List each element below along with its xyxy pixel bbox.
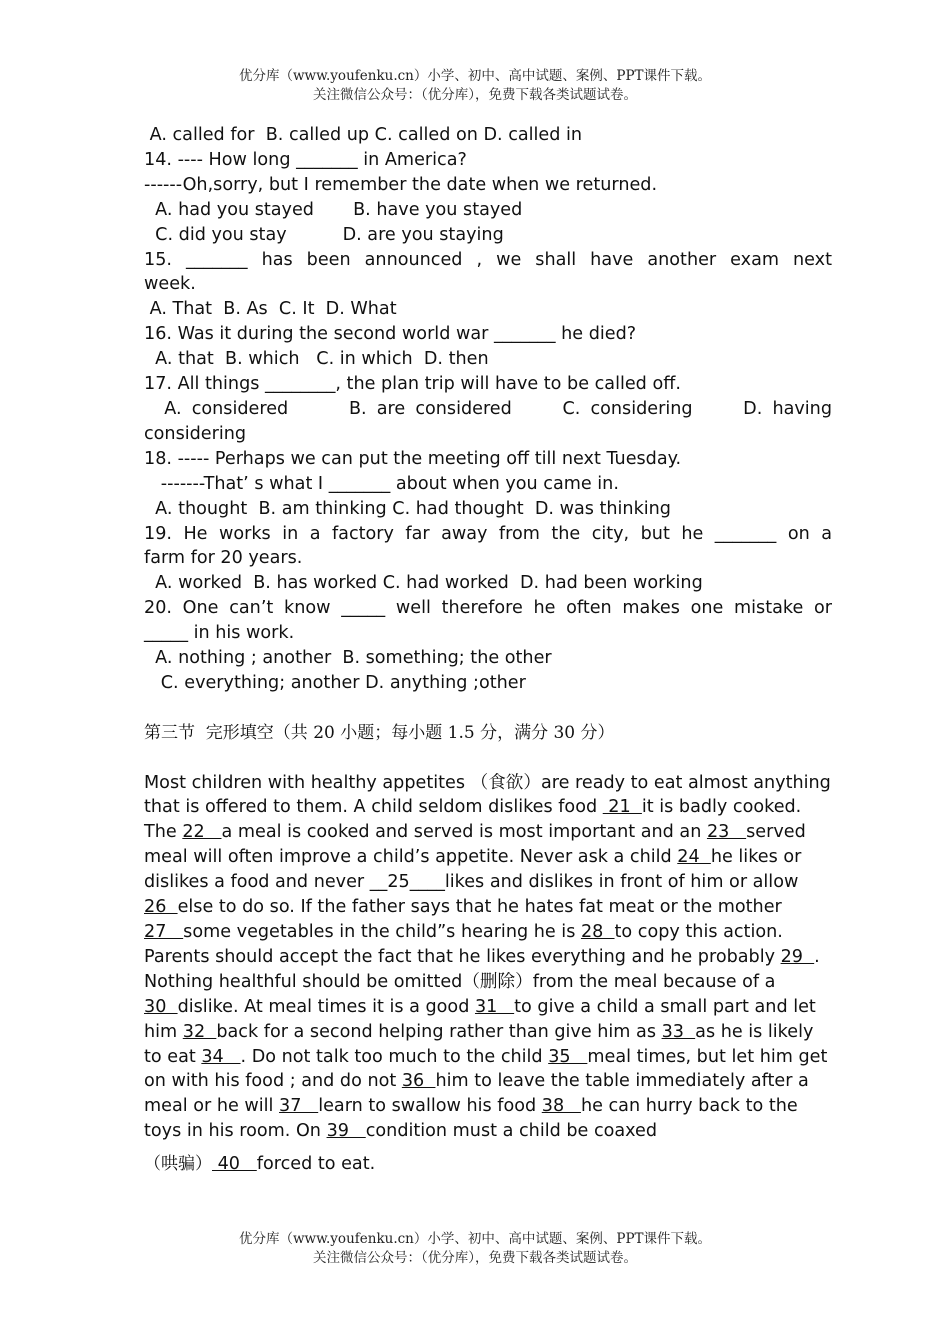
blank-39: 39 [326,1121,366,1142]
page-footer [0,1230,950,1268]
passage-text: as he is likely to eat [144,1021,814,1067]
passage-text: learn to swallow his food [318,1096,542,1117]
passage-text: forced to eat. [256,1154,376,1175]
q20-stem-line2: _____ in his work. [144,623,295,644]
passage-text: he can hurry back to the toys in his room. On [144,1096,798,1142]
blank-38: 38 [541,1096,581,1117]
blank-29: 29 [780,946,815,967]
passage-text: to give a child a small part and let him [144,996,816,1042]
blank-36: 36 [401,1071,436,1092]
q19-options: A. worked B. has worked C. had worked D. had been working [144,573,703,594]
q14-stem: 14. ---- How long _______ in America? [144,149,467,170]
blank-32: 32 [182,1021,217,1042]
q17-options-line2: considering [144,423,247,444]
cloze-passage [144,771,832,1145]
q18-stem: 18. ----- Perhaps we can put the meeting off till next Tuesday. [144,448,682,469]
passage-text: to copy this action. Parents should accept the fact that he likes everything and he probably [144,921,783,967]
q19-stem-line2: farm for 20 years. [144,548,303,569]
blank-30: 30 [144,996,178,1017]
q15-stem-line1: 15. _______ has been announced , we shall have another exam next [144,249,832,270]
blank-31: 31 [474,996,515,1017]
passage-text: he likes or dislikes a food and never __25____likes and dislikes in front of him or allow [144,847,802,893]
passage-text: some vegetables in the child”s hearing he is [183,921,581,942]
q20-stem-line1: 20. One can’t know _____ well therefore he often makes one mistake or [144,598,832,619]
header-line-1: 优分库（www.youfenku.cn）小学、初中、高中试题、案例、PPT课件下载。 [238,68,712,84]
passage-text: else to do so. If the father says that he hates fat meat or the mother [177,897,782,918]
q14-reply: ------Oh,sorry, but I remember the date when we returned. [144,174,658,195]
q19-stem-line1: 19. He works in a factory far away from the city, but he _______ on a [144,523,832,544]
passage-text: it is badly cooked. The [144,797,802,843]
blank-23: 23 [706,822,747,843]
q16-stem: 16. Was it during the second world war _______ he died? [144,324,637,345]
q18-reply: -------That’ s what I _______ about when you came in. [144,473,619,494]
passage-text: condition must a child be coaxed [365,1121,658,1142]
section-3-title: 第三节 完形填空（共 20 小题；每小题 1.5 分，满分 30 分） [144,722,615,743]
blank-37: 37 [279,1096,319,1117]
blank-24: 24 [677,847,711,868]
passage-text: back for a second helping rather than give him as [216,1021,662,1042]
q20-options-a: A. nothing ; another B. something; the other [144,648,552,669]
blank-40: 40 [212,1154,257,1175]
document-body [144,123,832,1177]
passage-text: （哄骗） [144,1154,212,1175]
passage-text: . Nothing healthful should be omitted（删除）from the meal because of a [144,946,820,992]
passage-text: dislike. At meal times it is a good [177,996,475,1017]
blank-26: 26 [144,897,178,918]
page-header [0,67,950,105]
blank-35: 35 [548,1046,588,1067]
passage-text: meal times, but let him get on with his food ; and do not [144,1046,828,1092]
spacer [144,746,832,771]
header-line-2: 关注微信公众号：（优分库），免费下载各类试题试卷。 [313,87,637,103]
passage-text: . Do not talk too much to the child [240,1046,549,1067]
passage-text: a meal is cooked and served is most important and an [221,822,707,843]
q14-options-a: A. had you stayed B. have you stayed [144,199,523,220]
blank-22: 22 [182,822,222,843]
blank-21: 21 [602,797,642,818]
q16-options: A. that B. which C. in which D. then [144,349,489,370]
passage-text: served meal will often improve a child’s appetite. Never ask a child [144,822,806,868]
blank-27: 27 [144,921,184,942]
q14-options-b: C. did you stay D. are you staying [144,224,504,245]
passage-text: Most children with healthy appetites （食欲）are ready to eat almost anything that is offered to them. A child seldom dislikes food [144,772,831,818]
q15-options: A. That B. As C. It D. What [144,299,397,320]
q15-stem-line2: week. [144,274,196,295]
blank-33: 33 [661,1021,696,1042]
q20-options-b: C. everything; another D. anything ;other [144,672,526,693]
q13-options: A. called for B. called up C. called on D. called in [144,125,583,145]
spacer [144,696,832,721]
cloze-passage-end [144,1152,832,1177]
passage-text: him to leave the table immediately after a meal or he will [144,1071,809,1117]
blank-28: 28 [580,921,615,942]
footer-line-1: 优分库（www.youfenku.cn）小学、初中、高中试题、案例、PPT课件下载。 [238,1231,712,1247]
q18-options: A. thought B. am thinking C. had thought D. was thinking [144,498,671,519]
footer-line-2: 关注微信公众号：（优分库），免费下载各类试题试卷。 [313,1250,637,1266]
q17-options-line1: A. considered B. are considered C. considering D. having [144,398,832,419]
blank-34: 34 [201,1046,241,1067]
q17-stem: 17. All things ________, the plan trip will have to be called off. [144,374,681,395]
